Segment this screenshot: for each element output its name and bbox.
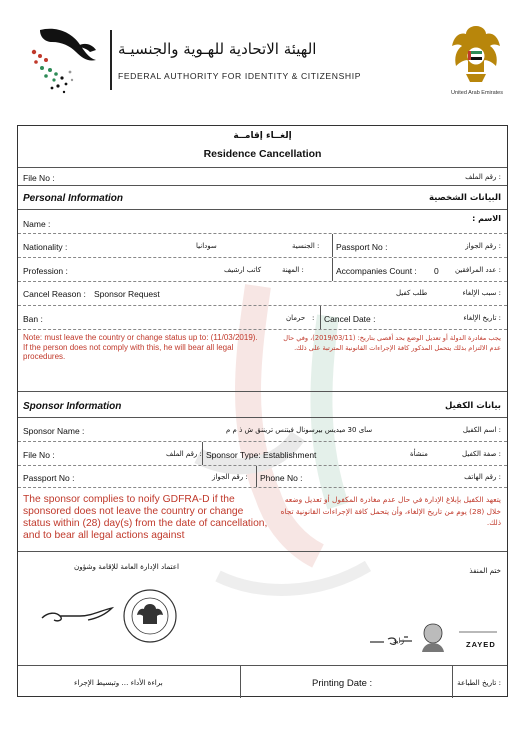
sponsor-type-label-arabic: : صفة الكفيل — [462, 450, 501, 458]
divider — [240, 666, 241, 698]
file-no-label-arabic: : رقم الملف — [465, 173, 501, 181]
sponsor-passport-no-label-arabic: : رقم الجواز — [212, 473, 248, 481]
sponsor-file-no-label-arabic: : رقم الملف — [166, 450, 202, 458]
header-divider — [110, 30, 112, 90]
sponsor-type-label: Sponsor Type: Establishment — [206, 450, 317, 460]
sponsor-name-label: Sponsor Name : — [23, 426, 85, 436]
nationality-value: سودانيا — [196, 242, 217, 250]
name-row — [18, 210, 507, 234]
name-label: Name : — [23, 219, 51, 229]
divider — [202, 442, 203, 465]
sponsor-passport-no-label: Passport No : — [23, 473, 75, 483]
personal-info-heading: Personal Information — [23, 193, 124, 204]
cancel-reason-row — [18, 282, 507, 306]
authority-name-english: FEDERAL AUTHORITY FOR IDENTITY & CITIZENSHIP — [118, 71, 362, 81]
ban-value-arabic: حرمان — [286, 314, 306, 322]
cancel-date-label: Cancel Date : — [324, 314, 376, 324]
sponsor-type-value-arabic: منشأة — [410, 450, 428, 458]
sponsor-name-row — [18, 418, 507, 442]
sponsor-undertaking-row — [18, 488, 507, 552]
form-title-english: Residence Cancellation — [203, 148, 322, 160]
cancel-reason-label-arabic: : سبب الإلغاء — [462, 289, 501, 297]
signature-icon — [40, 600, 120, 630]
ban-label-arabic: : — [312, 314, 315, 322]
nationality-label-arabic: : الجنسية — [292, 242, 320, 250]
personal-info-heading-arabic: البيانات الشخصية — [428, 193, 501, 203]
divider — [332, 258, 333, 281]
cancel-reason-value: Sponsor Request — [94, 289, 160, 299]
file-no-row — [18, 168, 507, 186]
ban-cancel-date-row — [18, 306, 507, 330]
sponsor-name-label-arabic: : اسم الكفيل — [462, 426, 501, 434]
sponsor-passport-phone-row — [18, 466, 507, 488]
passport-no-label-arabic: : رقم الجواز — [465, 242, 501, 250]
file-no-label: File No : — [23, 173, 55, 183]
divider — [452, 666, 453, 698]
sponsor-phone-no-label: Phone No : — [260, 473, 303, 483]
zayed-arabic-text: زايد — [393, 637, 404, 645]
leave-country-note-arabic: يجب مغادرة الدولة أو تعديل الوضع بحد أقصى بتاريخ: (2019/03/11)، وفي حال عدم الالتزام بذلك يتحمل المذكور كافة الإجراءات القانونية المترتبة على ذلك. — [283, 334, 501, 352]
zayed-logo-text: ZAYED — [466, 640, 496, 649]
passport-no-label: Passport No : — [336, 242, 388, 252]
divider — [320, 306, 321, 329]
sponsor-phone-no-label-arabic: : رقم الهاتف — [464, 473, 501, 481]
port-seal-label-arabic: ختم المنفذ — [469, 566, 501, 575]
residence-cancellation-form — [17, 125, 508, 697]
printing-date-label: Printing Date : — [312, 678, 373, 689]
slogan-arabic: براءة الأداء ... وتبسيط الإجراء — [74, 678, 163, 687]
profession-value: كاتب ارشيف — [224, 266, 262, 274]
cancel-date-label-arabic: : تاريخ الإلغاء — [463, 314, 501, 322]
sponsor-file-type-row — [18, 442, 507, 466]
sponsor-info-heading-row — [18, 392, 507, 418]
sponsor-info-heading-arabic: بيانات الكفيل — [445, 401, 501, 411]
zayed-signature-icon — [366, 634, 416, 648]
zayed-portrait-icon — [420, 622, 446, 652]
accompanies-count-value: 0 — [434, 266, 439, 276]
sponsor-undertaking-note: The sponsor complies to noify GDFRA-D if the sponsored does not leave the country or change status within (28) day(s) from the date of cancellation, and to bear all legal actions against — [23, 494, 268, 541]
authority-name-arabic: الهيئة الاتحادية للهـوية والجنسيـة — [118, 40, 317, 58]
falcon-logo-icon — [26, 22, 106, 96]
uae-emblem-icon — [448, 20, 504, 86]
emblem-caption: United Arab Emirates — [451, 90, 503, 96]
approval-label-arabic: اعتماد الإدارة العامة للإقامة وشؤون — [74, 562, 179, 571]
leave-country-note: Note: must leave the country or change status up to: (11/03/2019). If the person does not comply with this, he will bear all legal procedures. — [23, 333, 258, 361]
divider — [256, 466, 257, 487]
official-stamp-icon — [122, 588, 178, 644]
sponsor-file-no-label: File No : — [23, 450, 55, 460]
form-footer-row — [18, 666, 507, 698]
name-label-arabic: الاسم : — [472, 214, 501, 223]
cancel-reason-value-arabic: طلب كفيل — [396, 289, 428, 297]
nationality-label: Nationality : — [23, 242, 68, 252]
sponsor-info-heading: Sponsor Information — [23, 401, 122, 412]
profession-label-arabic: : المهنة — [282, 266, 304, 274]
leave-country-note-row — [18, 330, 507, 392]
sponsor-undertaking-note-arabic: يتعهد الكفيل بإبلاغ الإدارة في حال عدم مغادرة المكفول أو تعديل وضعه خلال (28) يوم من تاريخ الإلغاء، وأن يتحمل كافة الإجراءات القانونية تجاه ذلك. — [280, 495, 501, 528]
accompanies-count-label: Accompanies Count : — [336, 266, 417, 276]
document-header — [0, 0, 524, 112]
sponsor-name-value: ساى 30 ميديس بيرسونال فيتنس تريننق ش ذ م م — [226, 426, 373, 434]
divider — [332, 234, 333, 257]
printing-date-label-arabic: : تاريخ الطباعة — [457, 678, 501, 687]
profession-label: Profession : — [23, 266, 68, 276]
form-title-row — [18, 126, 507, 168]
cancel-reason-label: Cancel Reason : — [23, 289, 86, 299]
personal-info-heading-row — [18, 186, 507, 210]
accompanies-count-label-arabic: : عدد المرافقين — [454, 266, 501, 274]
nationality-passport-row — [18, 234, 507, 258]
form-title-arabic: إلغــاء إقامــة — [233, 131, 292, 141]
profession-accompanies-row — [18, 258, 507, 282]
ban-label: Ban : — [23, 314, 43, 324]
